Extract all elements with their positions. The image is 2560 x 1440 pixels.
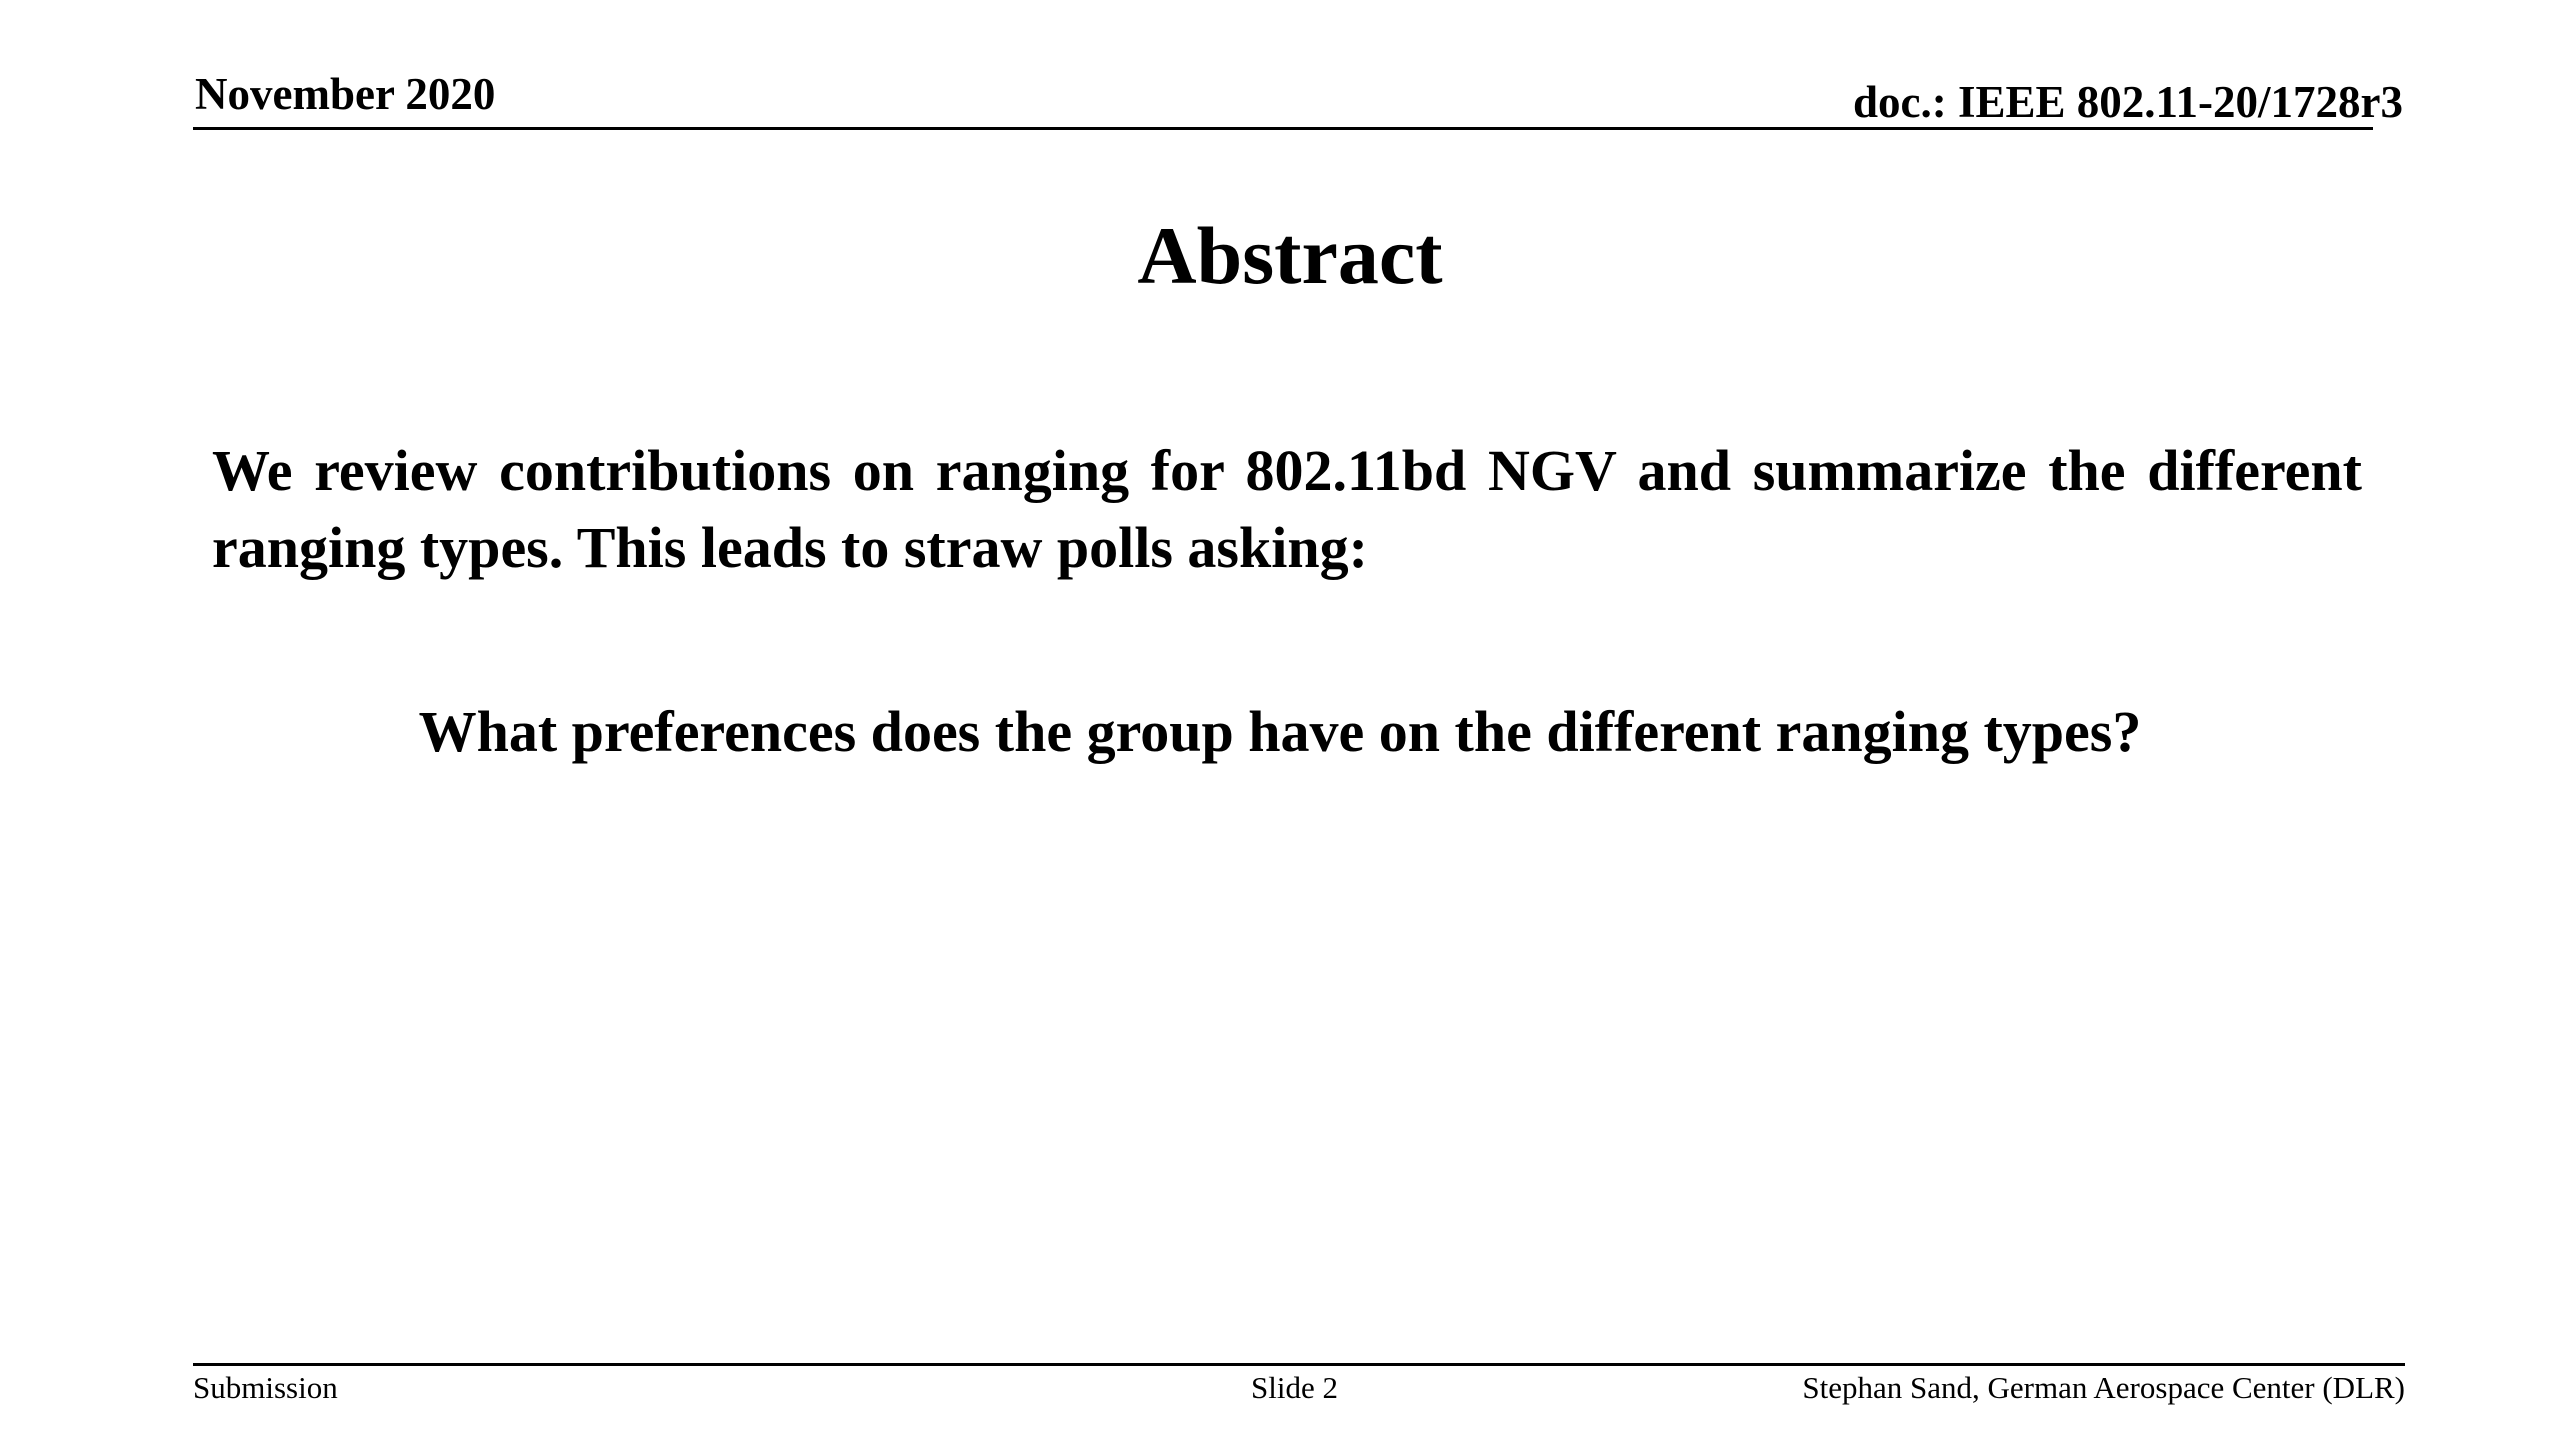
footer-submission: Submission bbox=[193, 1370, 338, 1405]
slide-title: Abstract bbox=[1137, 210, 1443, 301]
header-date: November 2020 bbox=[195, 69, 496, 119]
header-doc-id: doc.: IEEE 802.11-20/1728r3 bbox=[1852, 77, 2403, 127]
header-divider bbox=[193, 127, 2373, 130]
footer-author: Stephan Sand, German Aerospace Center (DLR) bbox=[1802, 1370, 2405, 1405]
footer-slide-number: Slide 2 bbox=[1251, 1370, 1338, 1405]
footer-divider bbox=[193, 1363, 2405, 1366]
straw-poll-question: What preferences does the group have on the different ranging types? bbox=[418, 699, 2142, 764]
abstract-paragraph: We review contributions on ranging for 802.11bd NGV and summarize the different ranging types. This leads to straw polls asking: bbox=[212, 438, 2362, 580]
